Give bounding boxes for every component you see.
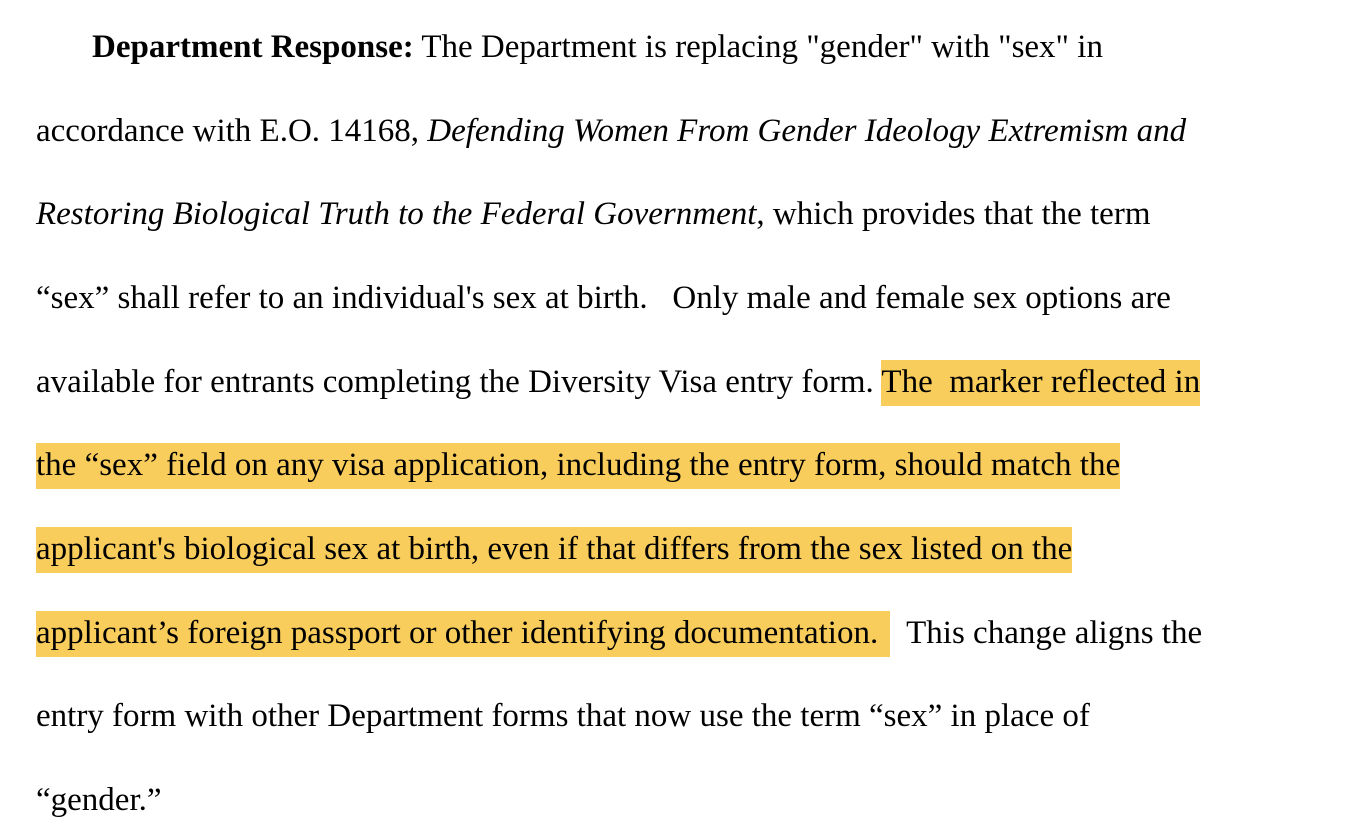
paragraph-line-3 (36, 193, 1151, 235)
executive-order-title-part-1: Defending Women From Gender Ideology Extremism and (427, 113, 1187, 149)
line-3-text: , which provides that the term (756, 196, 1151, 232)
line-2-text: accordance with E.O. 14168, (36, 113, 428, 149)
paragraph-line-7 (36, 528, 1072, 570)
line-4-text: “sex” shall refer to an individual's sex at birth. Only male and female sex options are (36, 280, 1171, 316)
highlighted-text-3: applicant's biological sex at birth, even if that differs from the sex listed on the (36, 527, 1072, 573)
highlighted-text-4: applicant’s foreign passport or other identifying documentation. (36, 611, 890, 657)
paragraph-line-1 (92, 26, 1103, 68)
line-8-text: This change aligns the (890, 615, 1203, 651)
paragraph-line-5 (36, 361, 1200, 403)
line-5-text: available for entrants completing the Diversity Visa entry form. (36, 364, 882, 400)
department-response-heading: Department Response: (92, 29, 414, 65)
paragraph-line-10 (36, 779, 162, 821)
highlighted-text-1: The marker reflected in (881, 360, 1200, 406)
paragraph-line-6 (36, 444, 1120, 486)
line-1-text: The Department is replacing "gender" with "sex" in (421, 29, 1103, 65)
line-10-text: “gender.” (36, 782, 162, 818)
paragraph-line-2 (36, 110, 1186, 152)
line-9-text: entry form with other Department forms that now use the term “sex” in place of (36, 698, 1090, 734)
paragraph-line-9 (36, 695, 1090, 737)
paragraph-line-8 (36, 612, 1202, 654)
executive-order-title-part-2: Restoring Biological Truth to the Federal Government (36, 196, 757, 232)
paragraph-line-4 (36, 277, 1171, 319)
highlighted-text-2: the “sex” field on any visa application, including the entry form, should match the (36, 443, 1120, 489)
